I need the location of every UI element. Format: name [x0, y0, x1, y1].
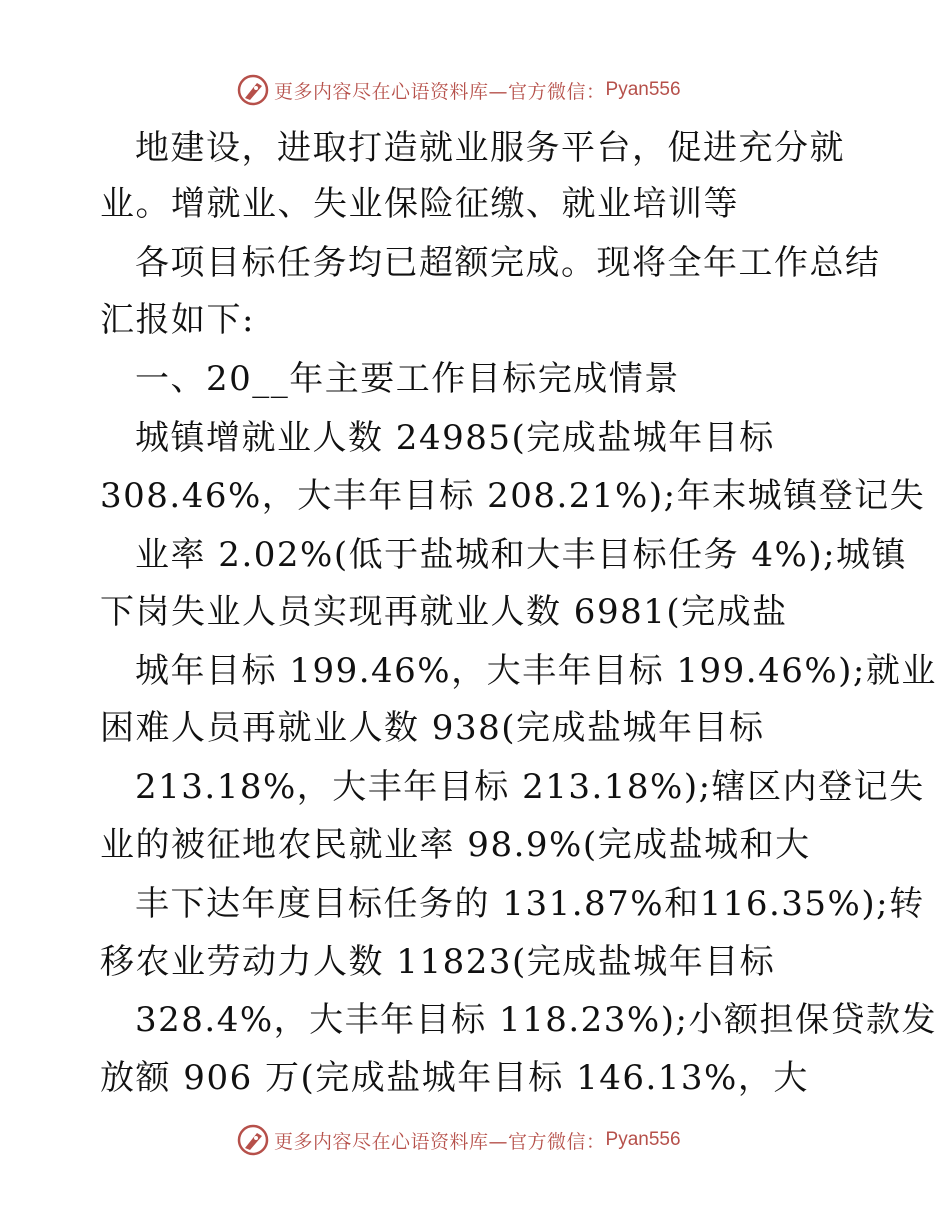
- watermark-handle: Pyan556: [605, 1129, 681, 1150]
- watermark-text: 更多内容尽在心语资料库—官方微信：: [274, 1130, 606, 1153]
- pen-nib-logo-icon: [236, 1123, 270, 1157]
- body-line: 移农业劳动力人数 11823(完成盐城年目标: [100, 942, 776, 982]
- body-line: 汇报如下:: [100, 300, 255, 340]
- watermark-handle: Pyan556: [605, 79, 681, 100]
- body-line: 城镇增就业人数 24985(完成盐城年目标: [135, 418, 775, 458]
- header-watermark: [236, 72, 681, 108]
- body-line: 地建设，进取打造就业服务平台，促进充分就: [135, 128, 845, 168]
- section-heading: 一、20__年主要工作目标完成情景: [135, 359, 680, 399]
- body-line: 下岗失业人员实现再就业人数 6981(完成盐: [100, 592, 788, 632]
- body-line: 丰下达年度目标任务的 131.87%和116.35%);转: [135, 884, 925, 924]
- body-line: 业。增就业、失业保险征缴、就业培训等: [100, 184, 739, 224]
- body-line: 困难人员再就业人数 938(完成盐城年目标: [100, 708, 765, 748]
- watermark-text: 更多内容尽在心语资料库—官方微信：: [274, 80, 606, 103]
- body-line: 放额 906 万(完成盐城年目标 146.13%，大: [100, 1058, 809, 1098]
- body-line: 308.46%，大丰年目标 208.21%);年末城镇登记失: [100, 476, 926, 516]
- footer-watermark: [236, 1122, 681, 1158]
- body-line: 业率 2.02%(低于盐城和大丰目标任务 4%);城镇: [135, 535, 908, 575]
- body-line: 业的被征地农民就业率 98.9%(完成盐城和大: [100, 825, 811, 865]
- body-line: 城年目标 199.46%，大丰年目标 199.46%);就业: [135, 651, 937, 691]
- pen-nib-logo-icon: [236, 73, 270, 107]
- body-line: 213.18%，大丰年目标 213.18%);辖区内登记失: [135, 767, 925, 807]
- body-line: 328.4%，大丰年目标 118.23%);小额担保贷款发: [135, 1000, 937, 1040]
- body-line: 各项目标任务均已超额完成。现将全年工作总结: [135, 243, 881, 283]
